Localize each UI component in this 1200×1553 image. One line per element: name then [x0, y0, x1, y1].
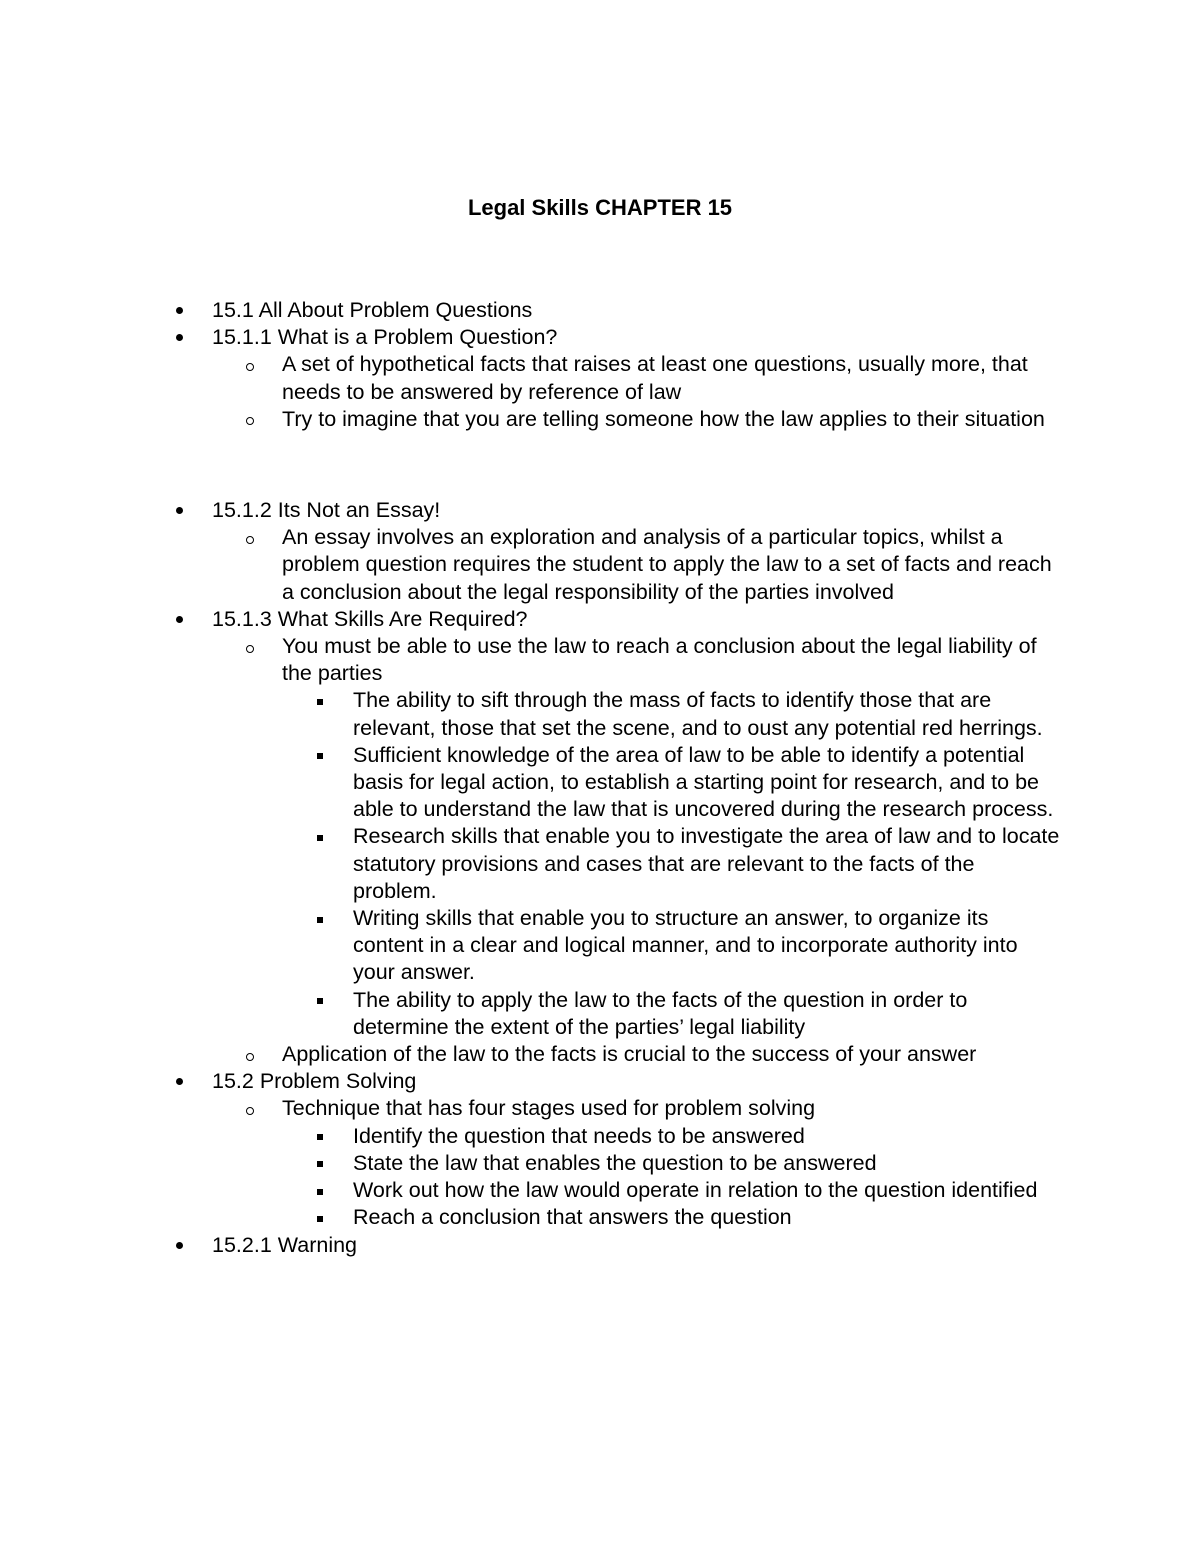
- list-item: [0, 633, 1060, 687]
- square-bullet-icon: [317, 1123, 323, 1150]
- list-item: [0, 497, 1060, 524]
- list-item: [0, 1204, 1063, 1231]
- square-bullet-icon: [317, 742, 323, 769]
- circle-bullet-icon: [246, 633, 254, 660]
- list-item-text: Try to imagine that you are telling someone how the law applies to their situation: [282, 406, 1045, 431]
- list-item-text: Technique that has four stages used for problem solving: [282, 1096, 816, 1121]
- circle-bullet-icon: [246, 524, 254, 551]
- list-item-text: The ability to sift through the mass of facts to identify those that are relevant, those that set the scene, and to oust any potential red herrings.: [353, 688, 1043, 740]
- bullet-icon: [176, 1068, 183, 1095]
- list-item: [0, 406, 1060, 433]
- list-item-text: You must be able to use the law to reach a conclusion about the legal liability of the parties: [282, 634, 1037, 686]
- square-bullet-icon: [317, 687, 323, 714]
- document-body: [0, 297, 1200, 1259]
- list-item-text: 15.1.1 What is a Problem Question?: [212, 325, 558, 350]
- list-item-text: Work out how the law would operate in relation to the question identified: [353, 1178, 1038, 1203]
- list-item-text: 15.1.3 What Skills Are Required?: [212, 606, 528, 631]
- square-bullet-icon: [317, 1150, 323, 1177]
- bullet-icon: [176, 497, 183, 524]
- list-item-text: Application of the law to the facts is crucial to the success of your answer: [282, 1042, 977, 1067]
- square-bullet-icon: [317, 905, 323, 932]
- list-item: [0, 1041, 1060, 1068]
- list-item-text: Writing skills that enable you to structure an answer, to organize its content in a clear and logical manner, and to incorporate authority into your answer.: [353, 906, 1018, 985]
- bullet-icon: [176, 324, 183, 351]
- list-item-text: A set of hypothetical facts that raises at least one questions, usually more, that needs to be answered by reference of law: [282, 352, 1028, 404]
- list-item: [0, 742, 1063, 824]
- bullet-icon: [176, 606, 183, 633]
- list-item-text: The ability to apply the law to the facts of the question in order to determine the extent of the parties’ legal liability: [353, 987, 968, 1039]
- square-bullet-icon: [317, 823, 323, 850]
- list-item: [0, 1177, 1063, 1204]
- list-item: [0, 1232, 1060, 1259]
- document-title: Legal Skills CHAPTER 15: [467, 195, 733, 220]
- list-item: [0, 987, 1063, 1041]
- list-item-text: 15.2.1 Warning: [212, 1232, 358, 1257]
- list-item: [0, 823, 1063, 905]
- circle-bullet-icon: [246, 351, 254, 378]
- list-item-text: 15.1 All About Problem Questions: [212, 298, 533, 322]
- list-item: [0, 1150, 1063, 1177]
- square-bullet-icon: [317, 987, 323, 1014]
- list-item: [0, 524, 1060, 606]
- list-item: [0, 324, 1060, 351]
- list-item-text: Research skills that enable you to investigate the area of law and to locate statutory provisions and cases that are relevant to the facts of the problem.: [353, 824, 1060, 903]
- list-item: [0, 297, 1060, 324]
- circle-bullet-icon: [246, 1095, 254, 1122]
- list-item-text: Reach a conclusion that answers the question: [353, 1205, 792, 1230]
- circle-bullet-icon: [246, 406, 254, 433]
- list-item-text: Sufficient knowledge of the area of law to be able to identify a potential basis for legal action, to establish a starting point for research, and to be able to understand the law that is uncovered during the research process.: [353, 742, 1054, 822]
- bullet-icon: [176, 297, 183, 324]
- list-item: [0, 1068, 1060, 1095]
- list-item: [0, 905, 1063, 987]
- list-item: [0, 687, 1063, 741]
- square-bullet-icon: [317, 1204, 323, 1231]
- spacer: [0, 433, 1200, 497]
- list-item-text: 15.1.2 Its Not an Essay!: [212, 498, 441, 523]
- square-bullet-icon: [317, 1177, 323, 1204]
- list-item: [0, 1123, 1063, 1150]
- list-item: [0, 1095, 1060, 1122]
- list-item: [0, 606, 1060, 633]
- list-item-text: State the law that enables the question to be answered: [353, 1150, 877, 1175]
- list-item-text: 15.2 Problem Solving: [212, 1069, 417, 1094]
- circle-bullet-icon: [246, 1041, 254, 1068]
- bullet-icon: [176, 1232, 183, 1259]
- list-item-text: Identify the question that needs to be answered: [353, 1123, 805, 1148]
- list-item-text: An essay involves an exploration and analysis of a particular topics, whilst a problem question requires the student to apply the law to a set of facts and reach a conclusion about the legal responsibility of the parties involved: [282, 525, 1052, 604]
- list-item: [0, 351, 1060, 405]
